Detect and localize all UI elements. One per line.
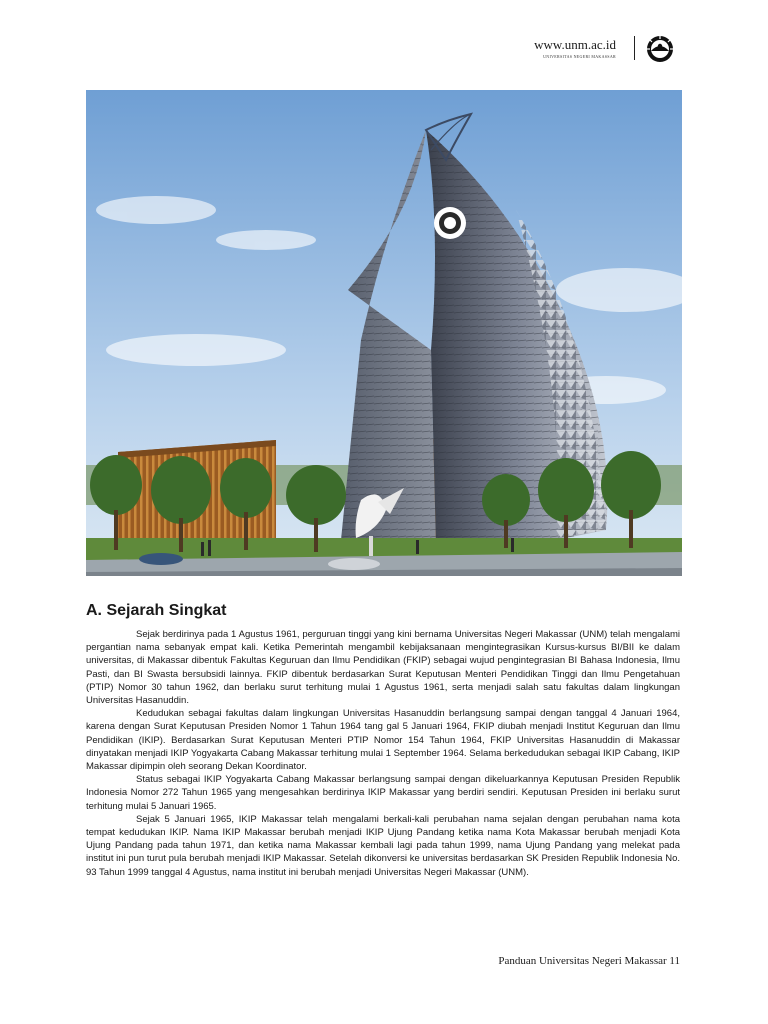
campus-tower-image — [86, 90, 682, 576]
paragraph: Kedudukan sebagai fakultas dalam lingkungan Universitas Hasanuddin berlangsung sampai dengan tanggal 4 Januari 1964, karena dengan Surat Keputusan Presiden Nomor 1 Tahun 1964 tang gal 5 Januari 1964, FKIP diubah menjadi Institut Keguruan dan Ilmu Pendidikan (IKIP). Berdasarkan Surat Keputusan Menteri PTIP Nomor 154 Tahun 1964, FKIP Universitas Hasanuddin di Makassar dinyatakan menjadi IKIP Yogyakarta Cabang Makassar terhitung mulai 1 September 1964. Selama berkedudukan sebagai IKIP Cabang, IKIP Makassar dipimpin oleh seorang Dekan Koordinator. — [86, 708, 680, 773]
footer-page-label: Panduan Universitas Negeri Makassar 11 — [498, 955, 680, 967]
header-url: www.unm.ac.id — [534, 37, 616, 52]
paragraph: Sejak 5 Januari 1965, IKIP Makassar telah mengalami berkali-kali perubahan nama sejalan dengan perubahan nama kota tempat kedudukan IKIP. Nama IKIP Makassar berubah menjadi IKIP Ujung Pandang ketika nama Kota Makassar berubah menjadi Kota Ujung Pandang pada tahun 1971, dan ketika nama Makassar kembali lagi pada tahun 1999, nama Ujung Pandang yang melekat pada institut ini pun turut pula berubah menjadi IKIP Makassar. Setelah dikonversi ke universitas berdasarkan SK Presiden Republik Indonesia No. 93 Tahun 1999 tanggal 4 Agustus, nama institut ini berubah menjadi Universitas Negeri Makassar (UNM). — [86, 813, 680, 878]
paragraph: Status sebagai IKIP Yogyakarta Cabang Makassar berlangsung sampai dengan dikeluarkannya Keputusan Presiden Republik Indonesia Nomor 272 Tahun 1965 yang mengesahkan berdirinya IKIP Makassar yang berdiri sendiri. Keputusan Presiden ini berlaku surut terhitung mulai 5 Januari 1965. — [86, 774, 680, 812]
header-divider — [634, 36, 635, 60]
history-text — [86, 628, 680, 879]
paragraph: Sejak berdirinya pada 1 Agustus 1961, perguruan tinggi yang kini bernama Universitas Negeri Makassar (UNM) telah mengalami pergantian nama sebanyak empat kali. Ketika Pemerintah mengambil kebijaksanaan mengintegrasikan Kursus-kursus BI/BII ke dalam universitas, di Makassar dibentuk Fakultas Keguruan dan Ilmu Pendidikan (FKIP) sebagai wujud pengintegrasian BI Bahasa Indonesia, Ilmu Pasti, dan BI Swasta bersubsidi lainnya. FKIP dibentuk berdasarkan Surat Keputusan Menteri Pendidikan Tinggi dan Ilmu Pengetahuan (PTIP) Nomor 30 tahun 1962, dan berlaku surut terhitung mulai 1 Agustus 1961, serta menjadi salah satu fakultas dalam lingkungan Universitas Hasanuddin. — [86, 629, 680, 707]
header-university-name: UNIVERSITAS NEGERI MAKASSAR — [543, 54, 616, 59]
unm-logo-icon — [645, 34, 675, 64]
section-title: A. Sejarah Singkat — [86, 602, 227, 619]
